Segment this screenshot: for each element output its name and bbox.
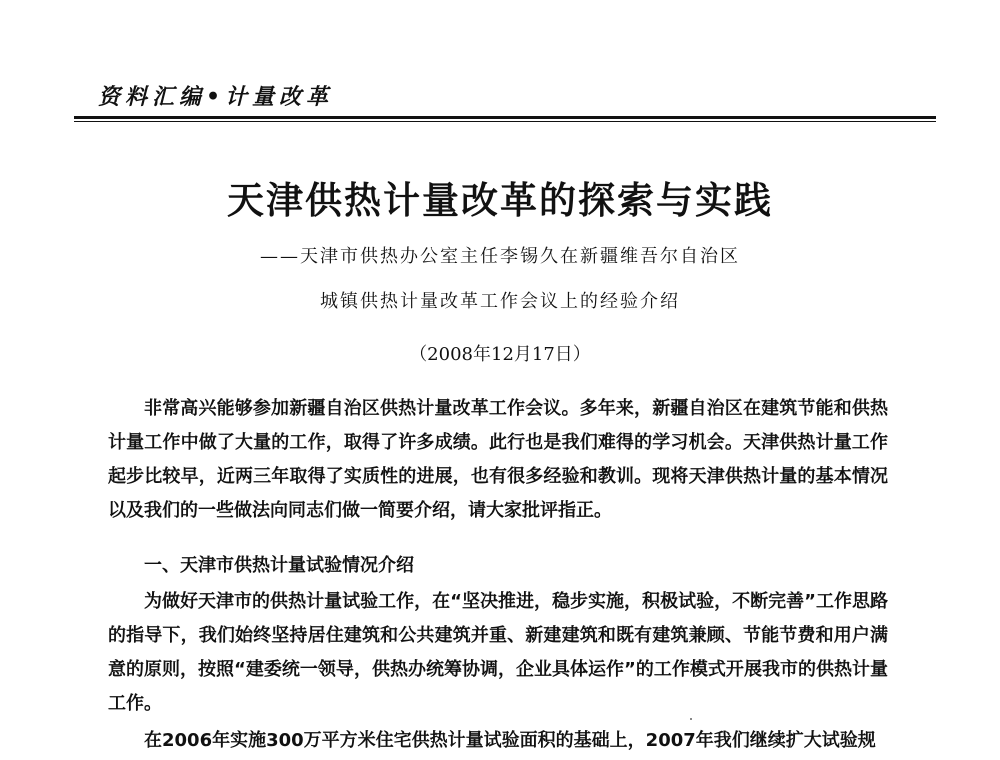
- body-paragraph-3: 在2006年实施300万平方米住宅供热计量试验面积的基础上，2007年我们继续扩大试验规: [144, 730, 876, 751]
- header-rule: [74, 116, 936, 119]
- header-rule-thin: [74, 121, 936, 122]
- section-heading-1: 一、天津市供热计量试验情况介绍: [144, 555, 414, 576]
- article-subtitle-line-2: 城镇供热计量改革工作会议上的经验介绍: [320, 291, 680, 312]
- article-date: （2008年12月17日）: [409, 344, 591, 365]
- section-header: 资料汇编•计量改革: [98, 84, 334, 110]
- scan-speck: [690, 718, 692, 720]
- body-paragraph-1: 非常高兴能够参加新疆自治区供热计量改革工作会议。多年来，新疆自治区在建筑节能和供热计量工作中做了大量的工作，取得了许多成绩。此行也是我们难得的学习机会。天津供热计量工作起步比较早，近两三年取得了实质性的进展，也有很多经验和教训。现将天津供热计量的基本情况以及我们的一些做法向同志们做一简要介绍，请大家批评指正。: [108, 398, 888, 521]
- article-subtitle-line-1: ——天津市供热办公室主任李锡久在新疆维吾尔自治区: [260, 246, 740, 267]
- article-title: 天津供热计量改革的探索与实践: [227, 178, 773, 222]
- body-paragraph-2: 为做好天津市的供热计量试验工作，在“坚决推进，稳步实施，积极试验，不断完善”工作思路的指导下，我们始终坚持居住建筑和公共建筑并重、新建建筑和既有建筑兼顾、节能节费和用户满意的原则，按照“建委统一领导，供热办统筹协调，企业具体运作”的工作模式开展我市的供热计量工作。: [108, 591, 888, 714]
